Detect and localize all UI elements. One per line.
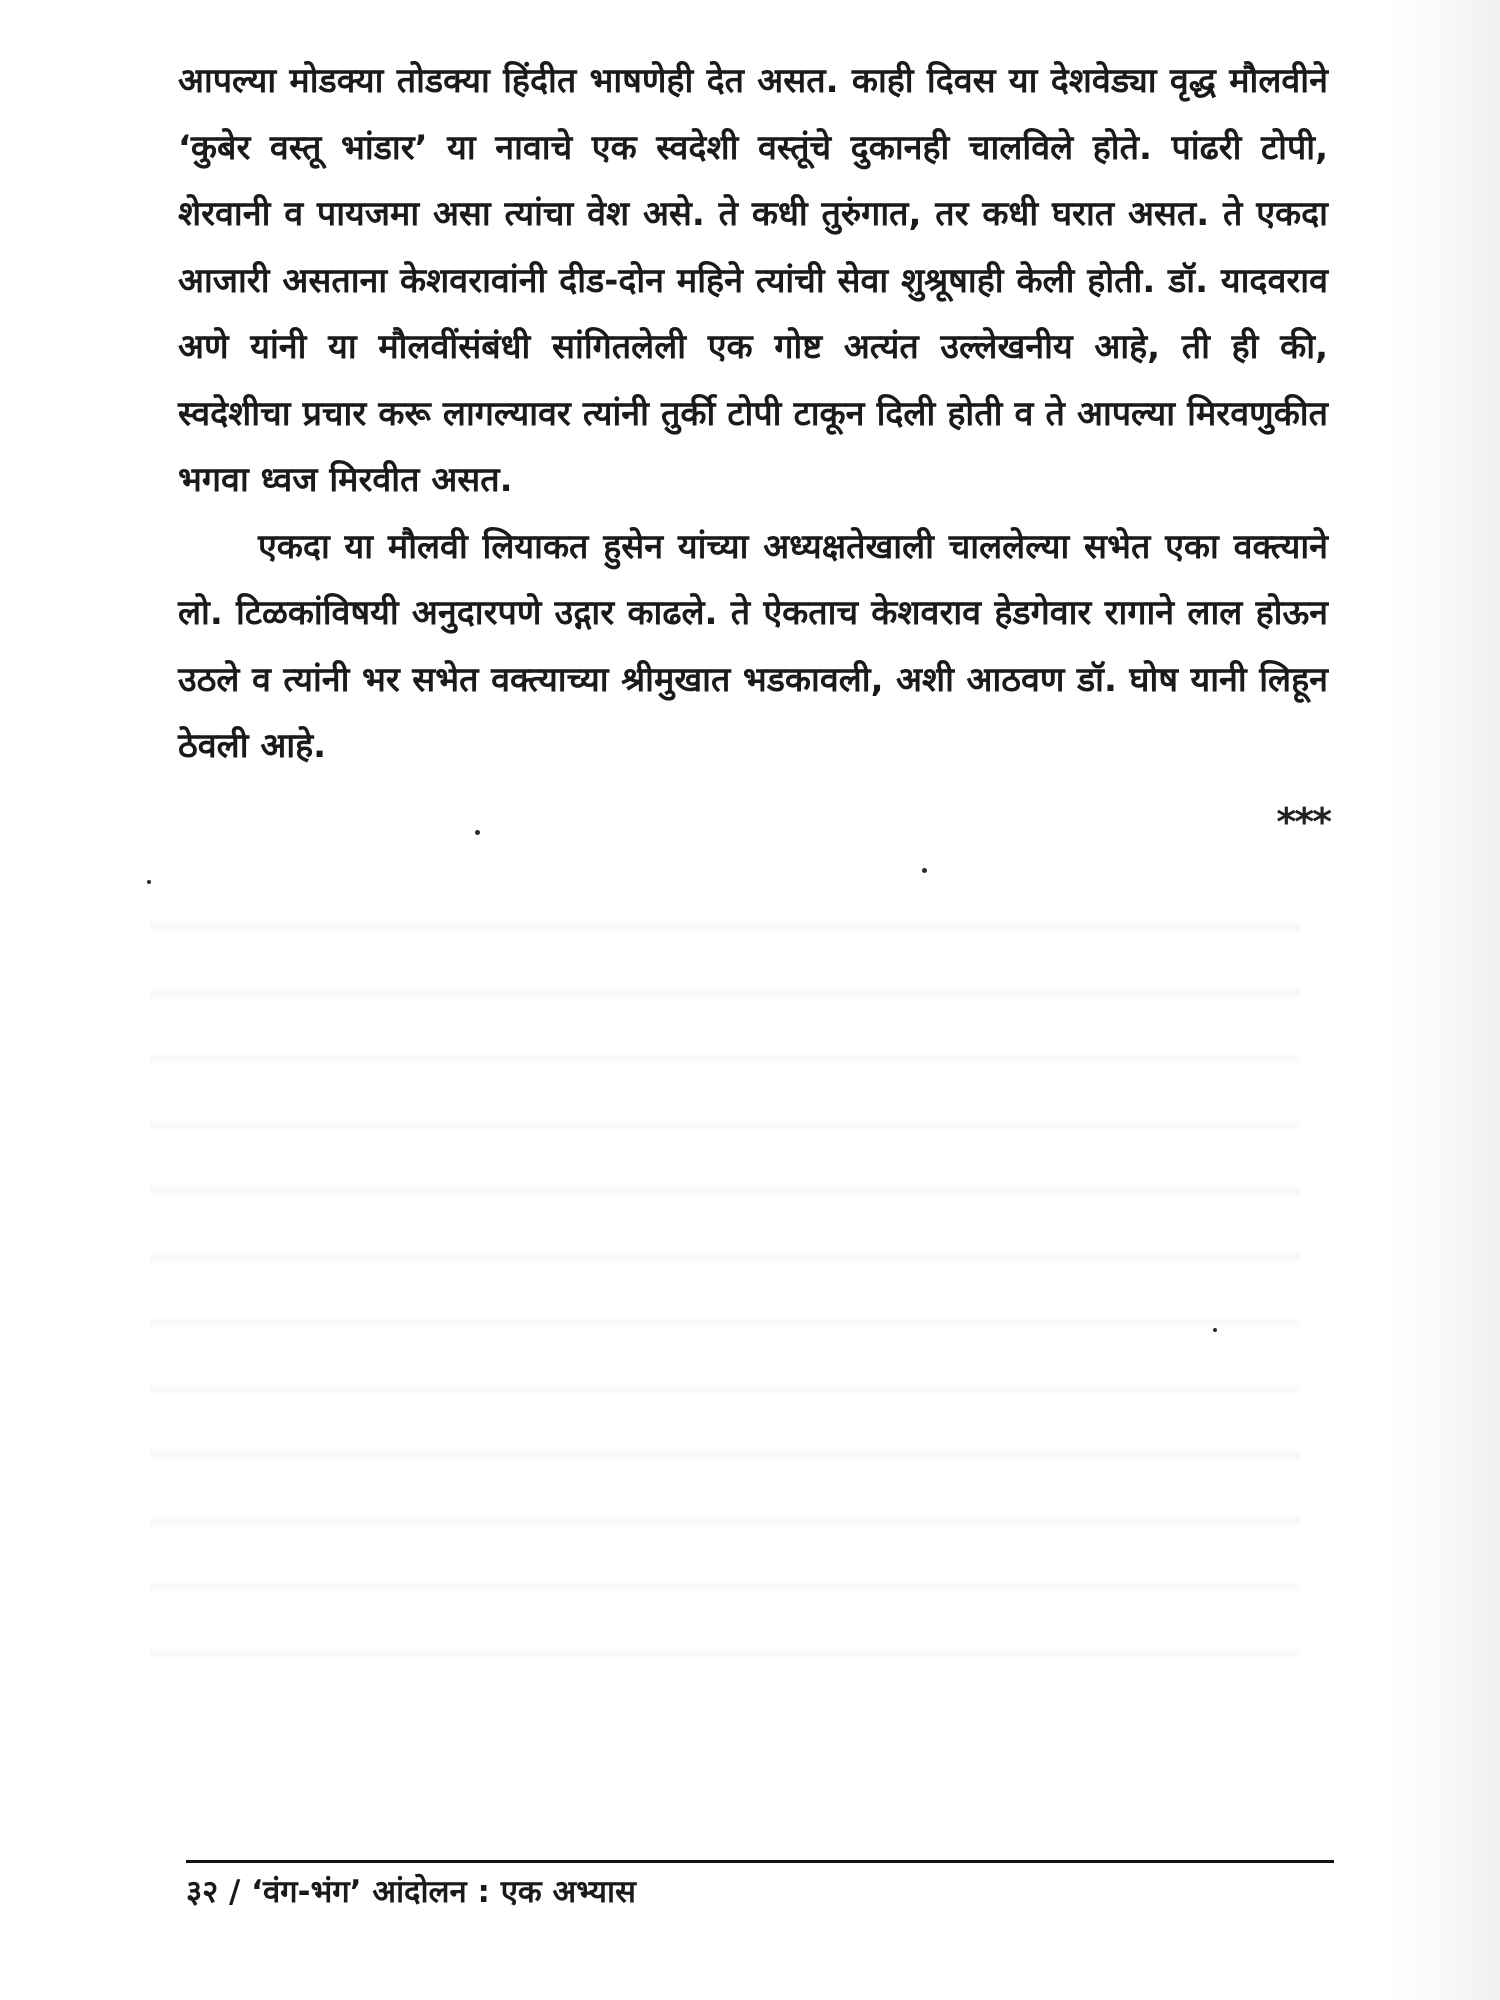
paragraph-2: एकदा या मौलवी लियाकत हुसेन यांच्या अध्यक्षतेखाली चाललेल्या सभेत एका वक्त्याने लो. टिळकांविषयी अनुदारपणे उद्गार काढले. ते ऐकताच केशवराव हेडगेवार रागाने लाल होऊन उठले व त्यांनी भर सभेत वक्त्याच्या श्रीमुखात भडकावली, अशी आठवण डॉ. घोष यानी लिहून ठेवली आहे. bbox=[178, 526, 1328, 766]
show-through-texture bbox=[150, 880, 1300, 1680]
section-end-asterisks: *** bbox=[1276, 800, 1330, 844]
scan-shadow-edge bbox=[1390, 0, 1500, 2000]
footer-rule bbox=[186, 1860, 1334, 1863]
page-footer bbox=[186, 1870, 636, 1914]
page-number: ३२ bbox=[186, 1874, 219, 1910]
running-title: ‘वंग-भंग’ आंदोलन : एक अभ्यास bbox=[251, 1874, 636, 1910]
scan-speck bbox=[922, 868, 927, 873]
footer-separator: / bbox=[229, 1874, 241, 1910]
paragraph-1: आपल्या मोडक्या तोडक्या हिंदीत भाषणेही देत असत. काही दिवस या देशवेड्या वृद्ध मौलवीने ‘कुबेर वस्तू भांडार’ या नावाचे एक स्वदेशी वस्तूंचे दुकानही चालविले होते. पांढरी टोपी, शेरवानी व पायजमा असा त्यांचा वेश असे. ते कधी तुरुंगात, तर कधी घरात असत. ते एकदा आजारी असताना केशवरावांनी दीड-दोन महिने त्यांची सेवा शुश्रूषाही केली होती. डॉ. यादवराव अणे यांनी या मौलवींसंबंधी सांगितलेली एक गोष्ट अत्यंत उल्लेखनीय आहे, ती ही की, स्वदेशीचा प्रचार करू लागल्यावर त्यांनी तुर्की टोपी टाकून दिली होती व ते आपल्या मिरवणुकीत भगवा ध्वज मिरवीत असत. bbox=[178, 61, 1328, 500]
scan-speck bbox=[147, 880, 151, 884]
scan-speck bbox=[1213, 1328, 1217, 1332]
body-text bbox=[178, 48, 1328, 780]
scan-speck bbox=[475, 830, 480, 835]
